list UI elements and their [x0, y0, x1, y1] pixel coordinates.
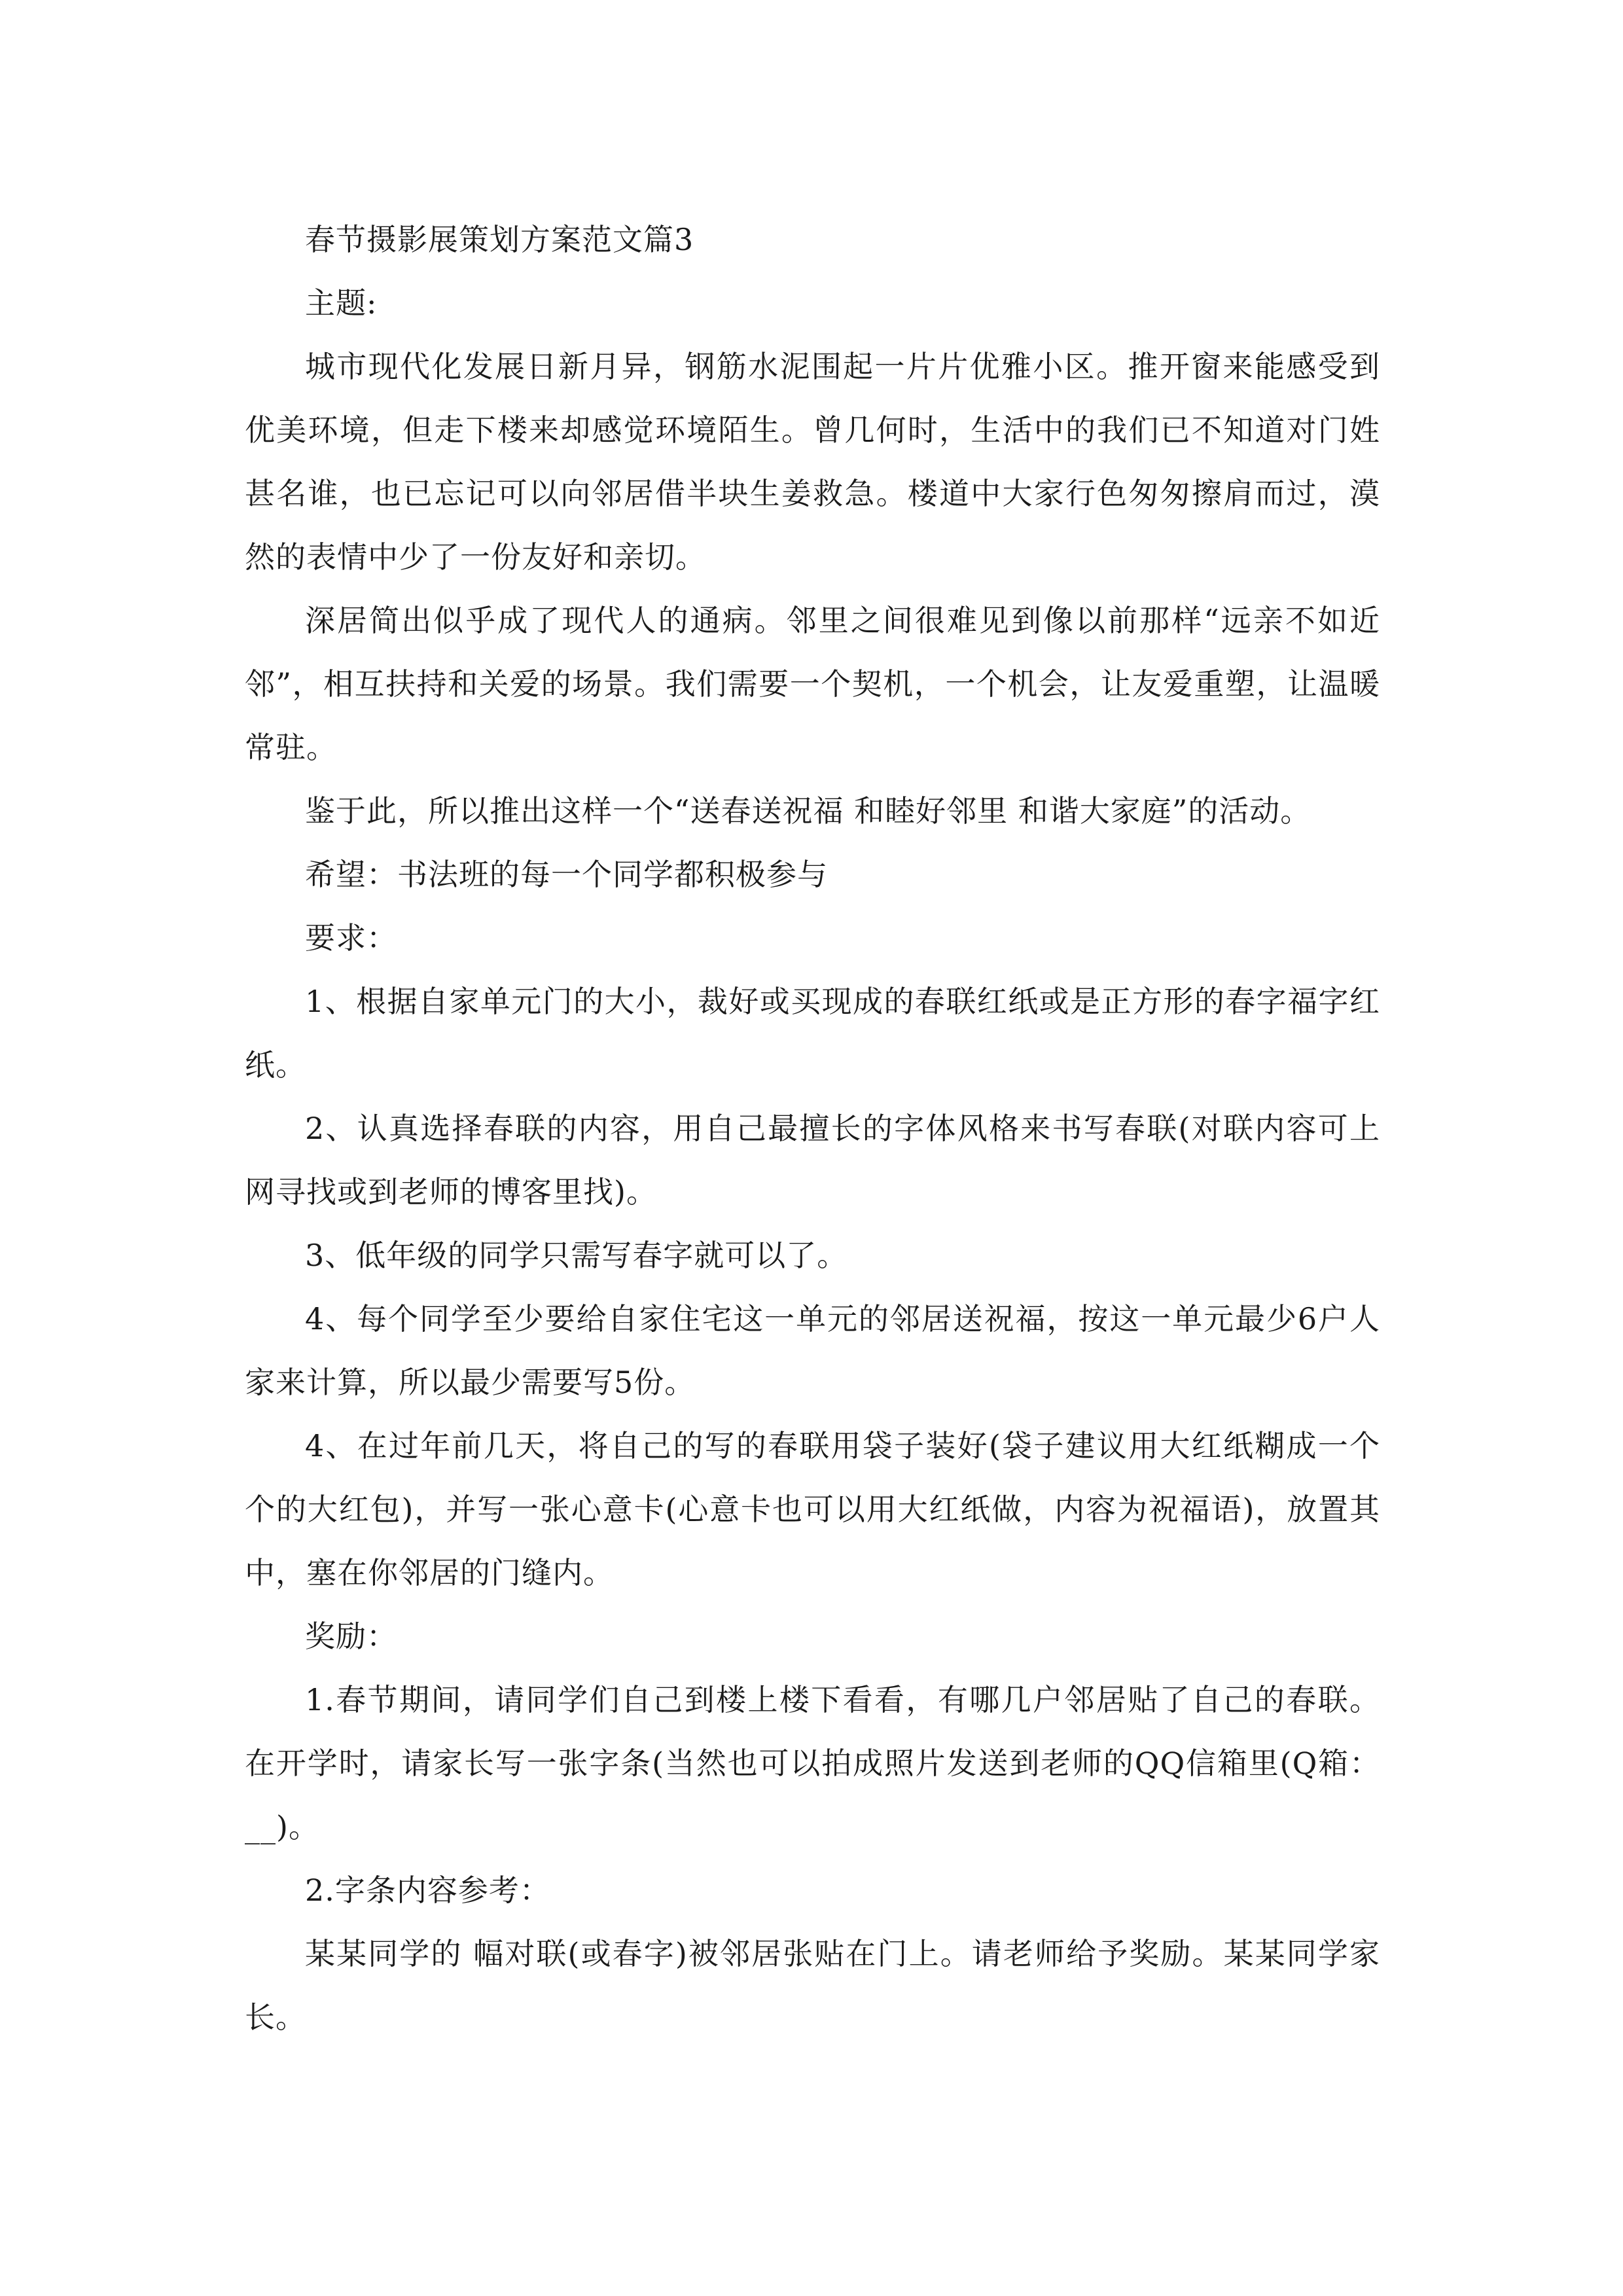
reward-item-2: 2.字条内容参考：	[305, 1873, 550, 1908]
paragraph-activity: 鉴于此，所以推出这样一个“送春送祝福 和睦好邻里 和谐大家庭”的活动。	[305, 793, 1311, 829]
document-body	[245, 208, 1380, 2049]
paragraph-rewards-label: 奖励：	[305, 1619, 397, 1654]
requirement-item-2: 2、认真选择春联的内容，用自己最擅长的字体风格来书写春联(对联内容可上网寻找或到老师的博客里找)。	[245, 1111, 1380, 1210]
paragraph-note-sample: 某某同学的 幅对联(或春字)被邻居张贴在门上。请老师给予奖励。某某同学家长。	[245, 1936, 1380, 2035]
paragraph-city: 城市现代化发展日新月异，钢筋水泥围起一片片优雅小区。推开窗来能感受到优美环境，但走下楼来却感觉环境陌生。曾几何时，生活中的我们已不知道对门姓甚名谁，也已忘记可以向邻居借半块生姜救急。楼道中大家行色匆匆擦肩而过，漠然的表情中少了一份友好和亲切。	[245, 349, 1380, 575]
paragraph-neighbors: 深居简出似乎成了现代人的通病。邻里之间很难见到像以前那样“远亲不如近邻”，相互扶持和关爱的场景。我们需要一个契机，一个机会，让友爱重塑，让温暖常驻。	[245, 603, 1380, 765]
paragraph-requirements-label: 要求：	[305, 920, 397, 956]
paragraph-theme-label: 主题:	[305, 285, 378, 321]
requirement-item-4: 4、每个同学至少要给自家住宅这一单元的邻居送祝福，按这一单元最少6户人家来计算，所以最少需要写5份。	[245, 1301, 1380, 1400]
requirement-item-1: 1、根据自家单元门的大小，裁好或买现成的春联红纸或是正方形的春字福字红纸。	[245, 984, 1380, 1083]
document-title: 春节摄影展策划方案范文篇3	[305, 222, 694, 257]
requirement-item-3: 3、低年级的同学只需写春字就可以了。	[305, 1238, 848, 1273]
paragraph-hope: 希望：书法班的每一个同学都积极参与	[305, 857, 828, 892]
reward-item-1: 1.春节期间，请同学们自己到楼上楼下看看，有哪几户邻居贴了自己的春联。在开学时，请家长写一张字条(当然也可以拍成照片发送到老师的QQ信箱里(Q箱：__)。	[245, 1682, 1380, 1844]
requirement-item-5: 4、在过年前几天，将自己的写的春联用袋子装好(袋子建议用大红纸糊成一个个的大红包)，并写一张心意卡(心意卡也可以用大红纸做，内容为祝福语)，放置其中，塞在你邻居的门缝内。	[245, 1428, 1380, 1590]
